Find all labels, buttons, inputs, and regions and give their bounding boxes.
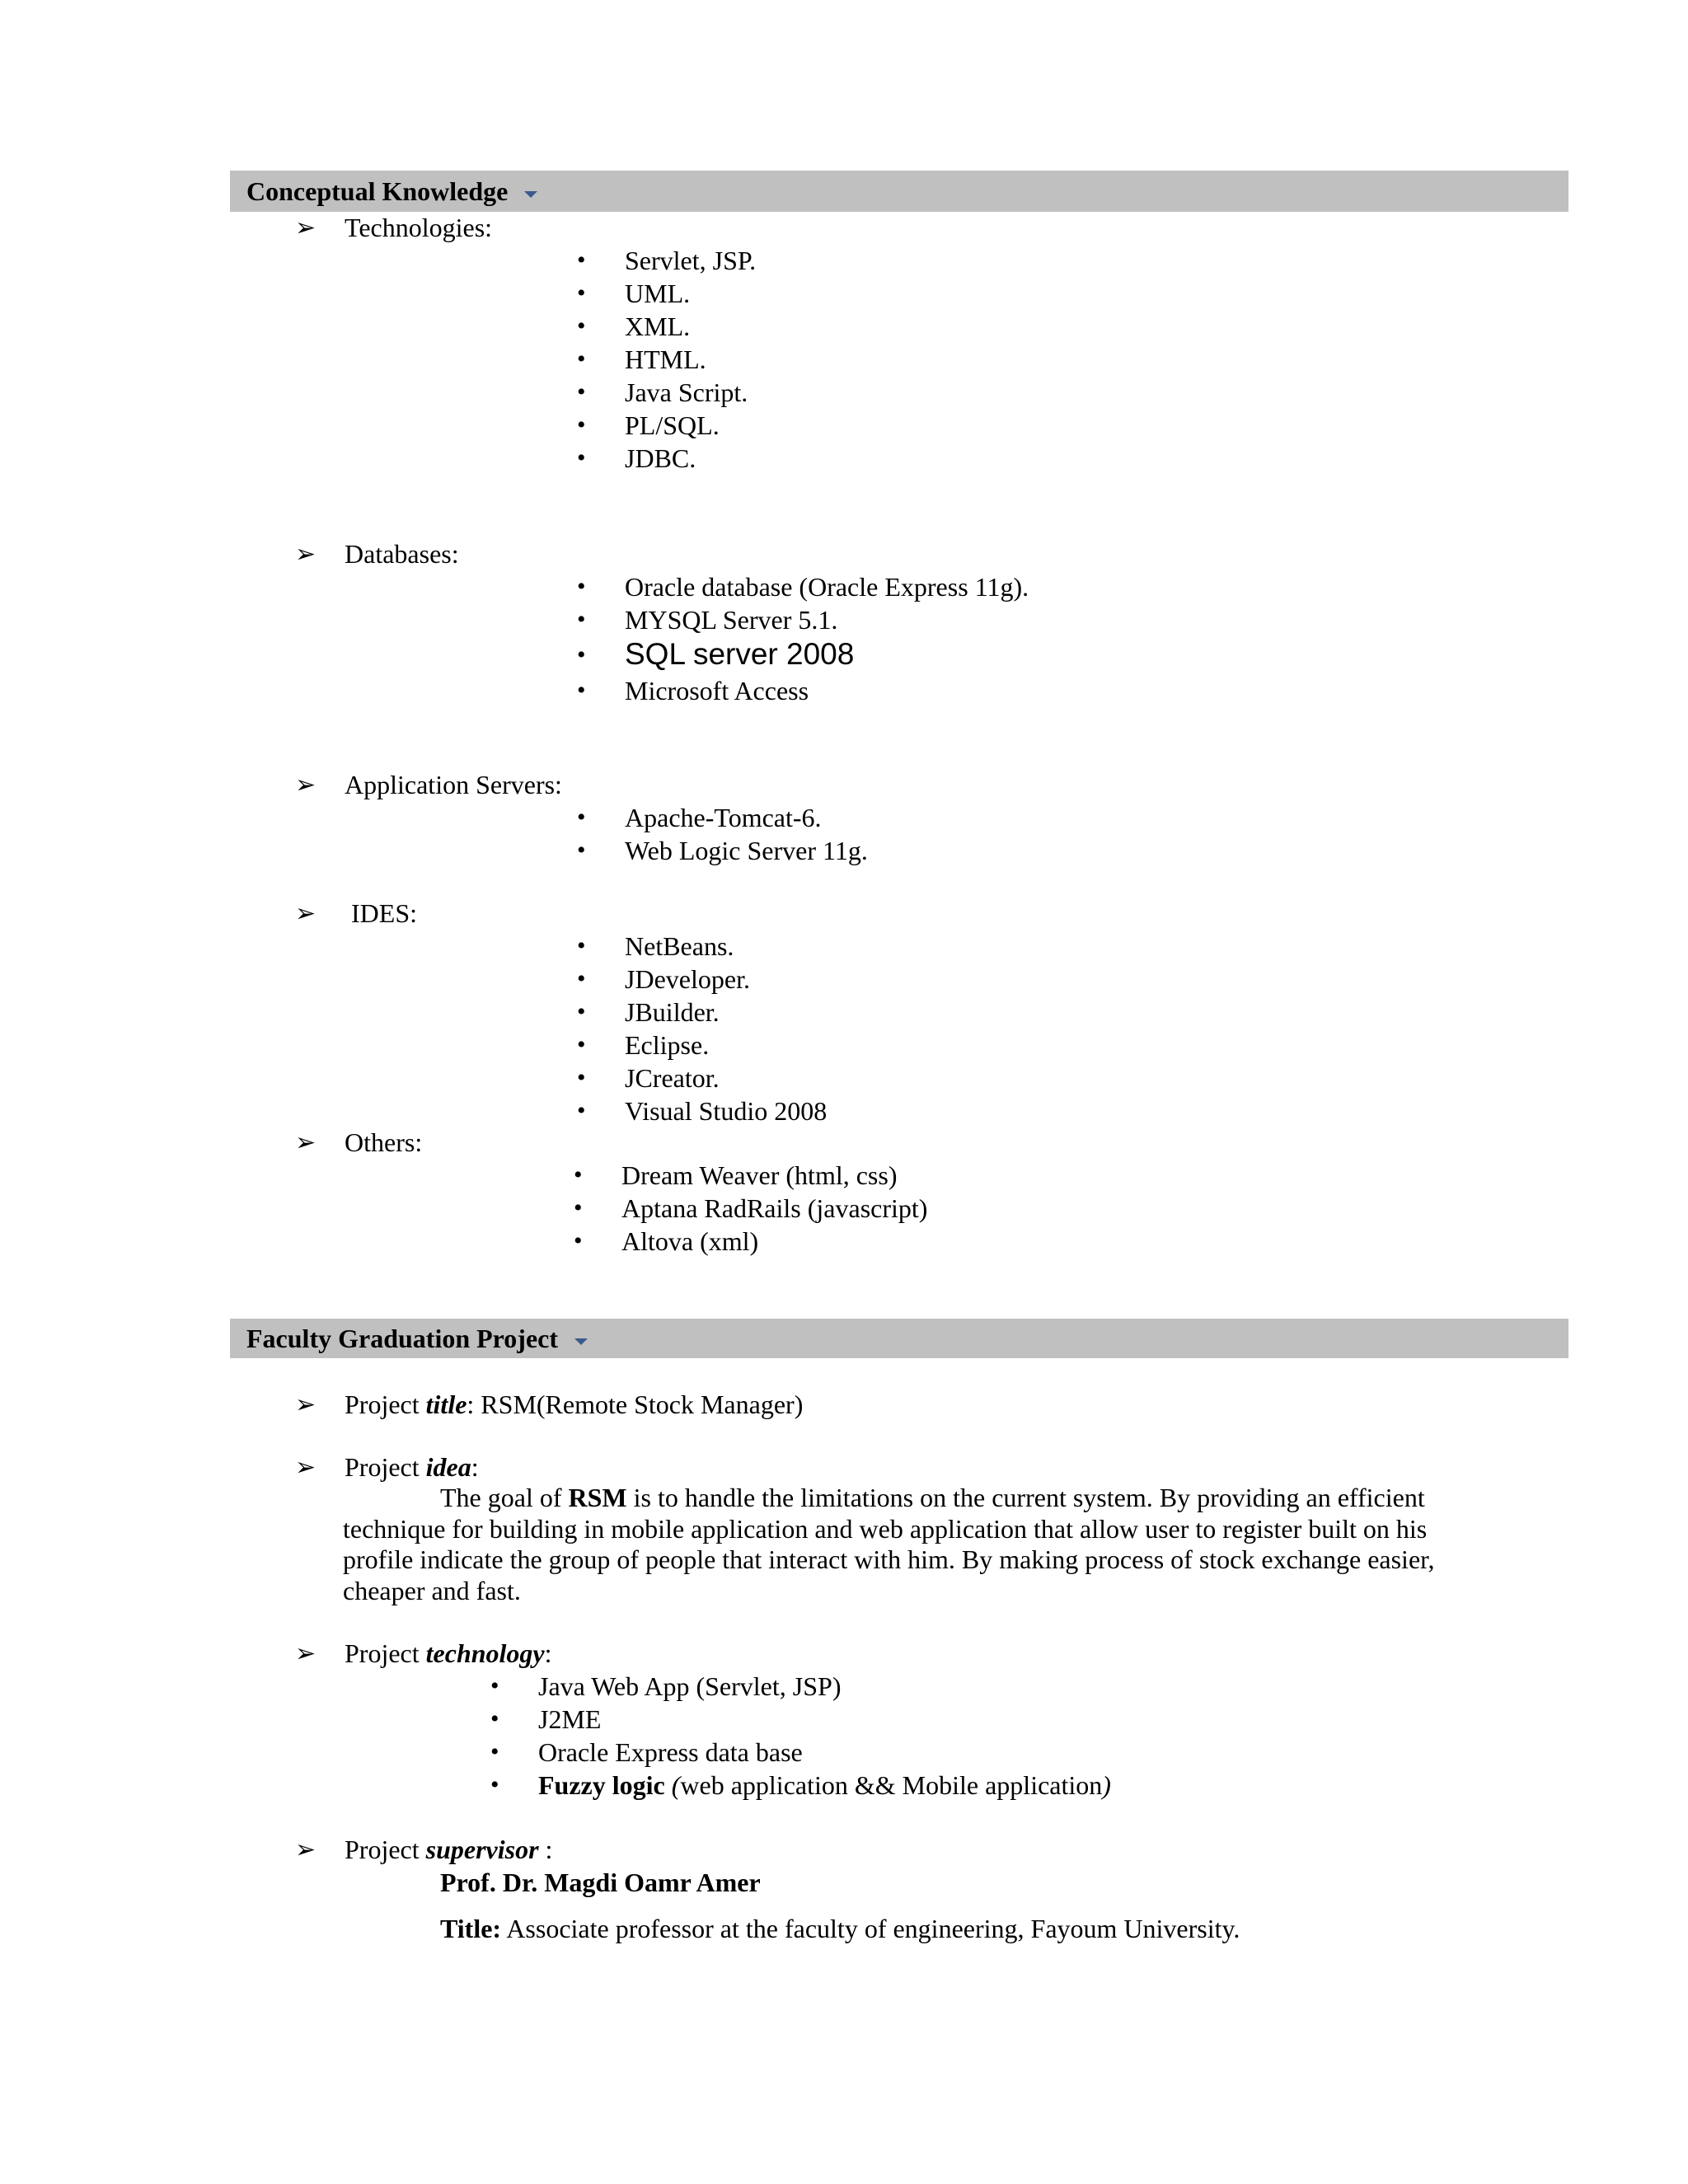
list-item: [577, 246, 756, 277]
project-title-line: [295, 1390, 803, 1421]
technologies-label: Technologies:: [345, 213, 493, 242]
project-idea-key: idea: [425, 1452, 471, 1482]
fuzzy-logic-bold: Fuzzy logic: [538, 1770, 665, 1800]
list-item-text: Web Logic Server 11g.: [625, 836, 868, 865]
bullet-icon: •: [577, 1031, 586, 1058]
dropdown-arrow-icon[interactable]: [574, 1338, 588, 1345]
others-label: Others:: [345, 1127, 423, 1157]
project-title-value: : RSM(Remote Stock Manager): [467, 1390, 804, 1419]
list-item: [577, 803, 822, 834]
list-item: [577, 931, 734, 963]
dropdown-arrow-icon[interactable]: [524, 191, 537, 198]
project-prefix: Project: [345, 1638, 426, 1668]
list-item: [490, 1704, 601, 1736]
section-title: Faculty Graduation Project: [246, 1323, 559, 1353]
list-item-text: Apache-Tomcat-6.: [625, 803, 822, 832]
list-item-text: Java Web App (Servlet, JSP): [538, 1671, 842, 1701]
idea-text-rest: is to handle the limitations on the current system. By providing an efficient technique for building in mobile application and web application that allow user to register built on his profile indicate the group of people that interact with him. By making process of stock exchange easier, cheaper and fast.: [343, 1483, 1435, 1605]
list-item: [577, 377, 748, 409]
list-item: [577, 279, 690, 310]
list-item-text: Servlet, JSP.: [625, 246, 757, 275]
supervisor-title-label: Title:: [440, 1914, 502, 1943]
bullet-icon: •: [574, 1227, 583, 1254]
ides-heading: [295, 898, 417, 930]
bullet-icon: •: [577, 378, 586, 405]
bullet-icon: •: [577, 345, 586, 373]
bullet-icon: •: [490, 1738, 499, 1765]
list-item-text: JCreator.: [625, 1063, 720, 1093]
bullet-icon: •: [574, 1161, 583, 1188]
project-idea-line: [295, 1452, 479, 1483]
list-item-text: MYSQL Server 5.1.: [625, 605, 838, 635]
list-item-text: Altova (xml): [621, 1226, 759, 1256]
list-item-text: Oracle Express data base: [538, 1737, 803, 1767]
bullet-icon: •: [577, 1064, 586, 1091]
colon: :: [471, 1452, 479, 1482]
fuzzy-logic-detail: web application && Mobile application: [680, 1770, 1103, 1800]
bullet-icon: •: [577, 411, 586, 438]
list-item-text: PL/SQL.: [625, 410, 720, 440]
list-item: [490, 1671, 841, 1703]
arrow-bullet-icon: ➢: [295, 1454, 316, 1481]
bullet-icon: •: [577, 573, 586, 600]
project-technology-line: [295, 1638, 552, 1670]
databases-heading: [295, 539, 459, 570]
bullet-icon: •: [577, 1097, 586, 1124]
list-item: [577, 964, 750, 996]
list-item: [577, 676, 809, 707]
arrow-bullet-icon: ➢: [295, 541, 316, 568]
section-header-conceptual-knowledge: [230, 171, 1568, 212]
list-item-text: Oracle database (Oracle Express 11g).: [625, 572, 1029, 602]
list-item: [577, 443, 696, 475]
arrow-bullet-icon: ➢: [295, 771, 316, 799]
bullet-icon: •: [490, 1705, 499, 1732]
technologies-heading: [295, 213, 492, 244]
list-item: [577, 312, 690, 343]
list-item: [577, 836, 868, 867]
bullet-icon: •: [577, 965, 586, 992]
list-item: [577, 1063, 720, 1094]
project-supervisor-line: [295, 1835, 552, 1866]
list-item: [577, 1030, 709, 1062]
project-prefix: Project: [345, 1390, 426, 1419]
list-item: [577, 605, 837, 636]
databases-label: Databases:: [345, 539, 459, 569]
bullet-icon: •: [577, 246, 586, 274]
arrow-bullet-icon: ➢: [295, 214, 316, 241]
bullet-icon: •: [490, 1672, 499, 1699]
colon: :: [544, 1638, 552, 1668]
project-prefix: Project: [345, 1452, 426, 1482]
arrow-bullet-icon: ➢: [295, 1129, 316, 1156]
bullet-icon: •: [577, 641, 586, 668]
section-header-faculty-graduation-project: [230, 1319, 1568, 1358]
supervisor-name: Prof. Dr. Magdi Oamr Amer: [440, 1868, 761, 1897]
supervisor-title-line: [440, 1914, 1240, 1943]
section-title: Conceptual Knowledge: [246, 176, 509, 206]
list-item-text: Java Script.: [625, 377, 748, 407]
bullet-icon: •: [577, 444, 586, 471]
arrow-bullet-icon: ➢: [295, 1836, 316, 1863]
project-supervisor-key: supervisor: [425, 1835, 539, 1864]
bullet-icon: •: [577, 932, 586, 959]
list-item-text: JBuilder.: [625, 997, 720, 1027]
colon: :: [538, 1835, 553, 1864]
bullet-icon: •: [577, 606, 586, 633]
list-item-text: JDBC.: [625, 443, 696, 473]
project-prefix: Project: [345, 1835, 426, 1864]
bullet-icon: •: [574, 1194, 583, 1221]
list-item: [490, 1737, 803, 1769]
list-item-text: J2ME: [538, 1704, 602, 1734]
project-technology-key: technology: [425, 1638, 545, 1668]
bullet-icon: •: [577, 312, 586, 340]
list-item-text: Visual Studio 2008: [625, 1096, 828, 1126]
list-item: [577, 344, 706, 376]
bullet-icon: •: [490, 1771, 499, 1798]
list-item-text: JDeveloper.: [625, 964, 750, 994]
application-servers-heading: [295, 770, 562, 801]
list-item-text: HTML.: [625, 344, 706, 374]
arrow-bullet-icon: ➢: [295, 900, 316, 927]
list-item: [574, 1193, 927, 1225]
list-item: [577, 572, 1029, 603]
bullet-icon: •: [577, 279, 586, 307]
list-item-text: Eclipse.: [625, 1030, 710, 1060]
paren-open: (: [664, 1770, 681, 1800]
list-item: [577, 1096, 827, 1127]
list-item-text: XML.: [625, 312, 691, 341]
paren-close: ): [1102, 1770, 1111, 1800]
list-item: [577, 410, 720, 442]
bullet-icon: •: [577, 677, 586, 704]
list-item-text: Aptana RadRails (javascript): [621, 1193, 928, 1223]
bullet-icon: •: [577, 837, 586, 864]
list-item: [490, 1770, 1111, 1802]
list-item: [577, 997, 720, 1029]
bullet-icon: •: [577, 804, 586, 831]
project-title-key: title: [425, 1390, 467, 1419]
list-item-text: Dream Weaver (html, css): [621, 1160, 898, 1190]
list-item: [577, 638, 854, 673]
list-item-text: NetBeans.: [625, 931, 734, 961]
list-item-text: Microsoft Access: [625, 676, 809, 705]
list-item-text: SQL server 2008: [625, 637, 855, 671]
supervisor-title-text: Associate professor at the faculty of engineering, Fayoum University.: [501, 1914, 1240, 1943]
ides-label: IDES:: [345, 898, 417, 928]
project-idea-paragraph: [343, 1483, 1447, 1606]
bullet-icon: •: [577, 998, 586, 1025]
application-servers-label: Application Servers:: [345, 770, 562, 799]
list-item: [574, 1226, 758, 1258]
list-item: [574, 1160, 897, 1192]
idea-text-start: The goal of: [440, 1483, 569, 1512]
arrow-bullet-icon: ➢: [295, 1640, 316, 1667]
others-heading: [295, 1127, 422, 1159]
idea-rsm: RSM: [568, 1483, 627, 1512]
list-item-text: UML.: [625, 279, 691, 308]
arrow-bullet-icon: ➢: [295, 1391, 316, 1418]
